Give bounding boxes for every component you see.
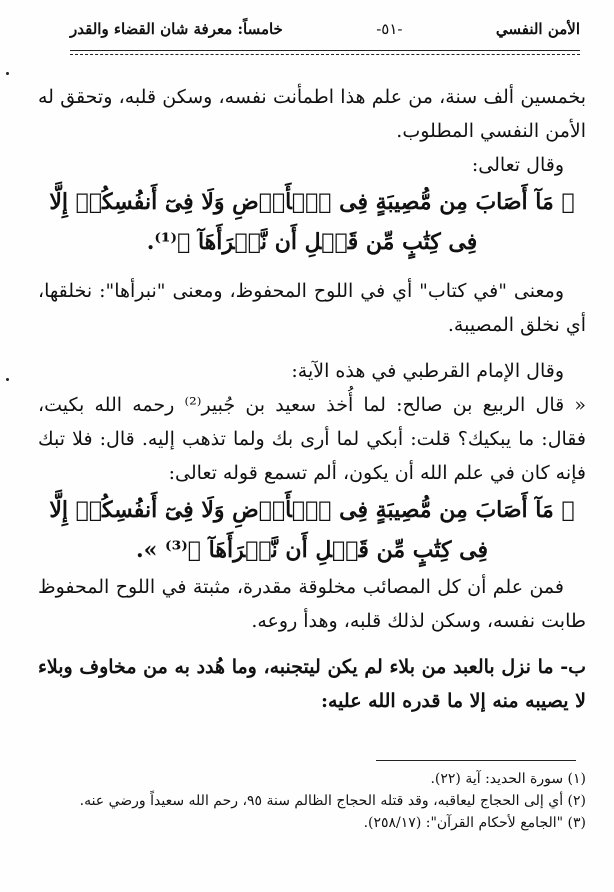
footnotes [38,768,586,834]
quran-verse: ﴿ مَآ أَصَابَ مِن مُّصِيبَةٍ فِى ٱلۡأَرۡضِ وَلَا فِىٓ أَنفُسِكُمۡ إِلَّا فِى كِتَٰبٍ مِّن قَبۡلِ أَن نَّبۡرَأَهَآ ﴾⁽³⁾ ». [49,497,575,563]
quran-verse: ﴿ مَآ أَصَابَ مِن مُّصِيبَةٍ فِى ٱلۡأَرۡضِ وَلَا فِىٓ أَنفُسِكُمۡ إِلَّا فِى كِتَٰبٍ مِّن قَبۡلِ أَن نَّبۡرَأَهَآ ﴾⁽¹⁾. [49,189,575,255]
header-rule [70,50,580,51]
body-text [38,80,586,718]
section-heading: ب- ما نزل بالعبد من بلاء لم يكن ليتجنبه، وما هُدد به من مخاوف وبلاء لا يصيبه منه إلا ما قدره الله عليه: [38,656,586,712]
footnote: (٣) "الجامع لأحكام القرآن": (٢٥٨/١٧). [363,815,586,831]
scan-mark [6,72,9,75]
paragraph: ومعنى "في كتاب" أي في اللوح المحفوظ، ومعنى "نبرأها": نخلقها، أي نخلق المصيبة. [38,280,586,336]
quotation: « قال الربيع بن صالح: لما أُخذ سعيد بن جُبير⁽²⁾ رحمه الله بكيت، فقال: ما يبكيك؟ قلت: أبكي لما أرى بك ولما تذهب إليه. قال: فلا تبك فإنه كان في علم الله أن يكون، ألم تسمع قوله تعالى: [38,394,586,484]
paragraph: وقال الإمام القرطبي في هذه الآية: [291,360,564,382]
footnote: (٢) أي إلى الحجاج ليعاقبه، وقد قتله الحجاج الظالم سنة ٩٥، رحم الله سعيداً ورضي عنه. [79,793,586,809]
running-header [70,16,580,42]
paragraph: بخمسين ألف سنة، من علم هذا اطمأنت نفسه، وسكن قلبه، وتحقق له الأمن النفسي المطلوب. [38,86,586,142]
footnote-rule [376,760,576,761]
paragraph: فمن علم أن كل المصائب مخلوقة مقدرة، مثبتة في اللوح المحفوظ طابت نفسه، وسكن لذلك قلبه، وهدأ روعه. [38,576,586,632]
header-book-title: الأمن النفسي [495,20,580,38]
footnote: (١) سورة الحديد: آية (٢٢). [430,771,586,787]
paragraph: وقال تعالى: [471,154,564,176]
header-rule-dashed [70,54,580,55]
scan-mark [6,378,9,381]
page-number: -٥١- [376,20,403,38]
header-chapter-title: خامساً: معرفة شان القضاء والقدر [70,20,283,38]
